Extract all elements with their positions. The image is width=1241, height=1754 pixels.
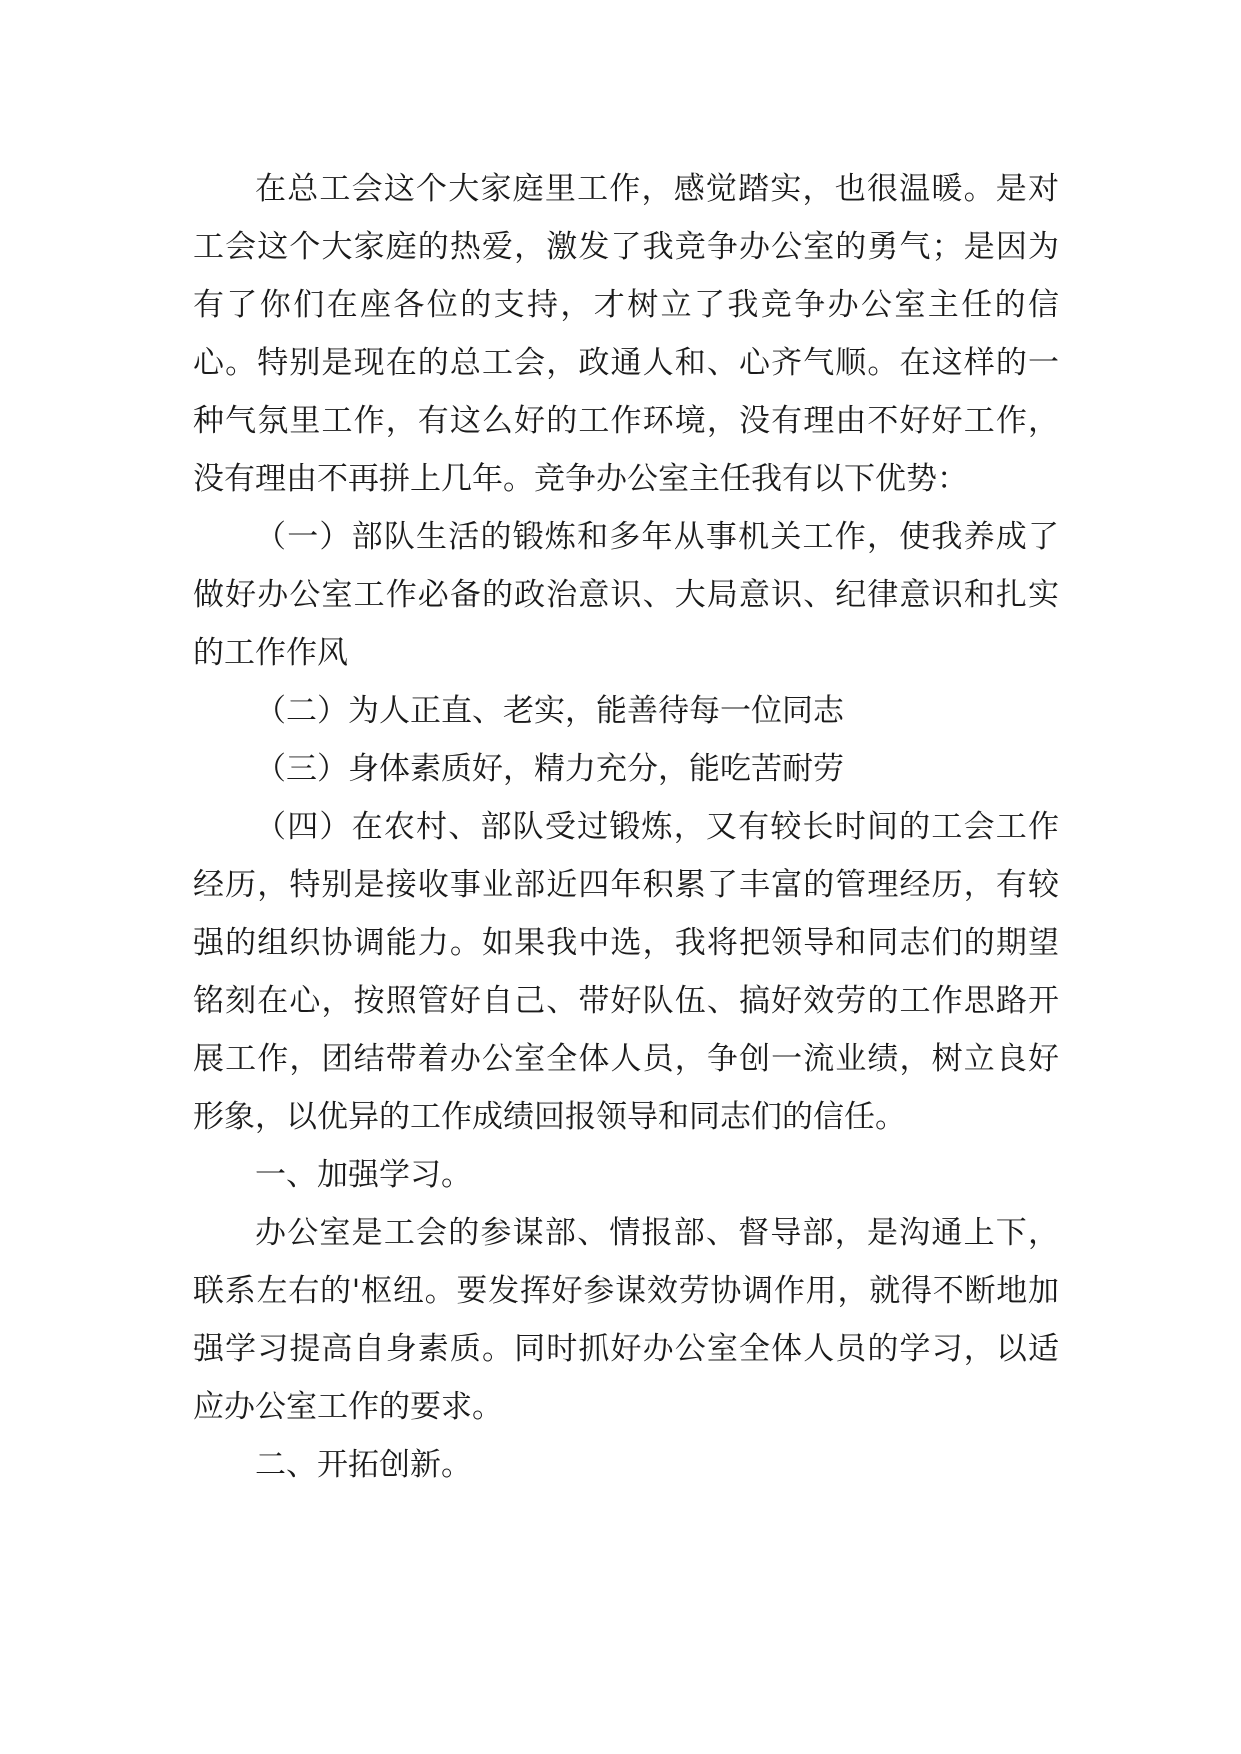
document-body <box>193 160 1059 1494</box>
section-heading-study: 一、加强学习。 <box>255 1157 472 1193</box>
paragraph-advantage-3: （三）身体素质好，精力充分，能吃苦耐劳 <box>255 751 844 787</box>
paragraph-advantage-4: （四）在农村、部队受过锻炼，又有较长时间的工会工作经历，特别是接收事业部近四年积累了丰富的管理经历，有较强的组织协调能力。如果我中选，我将把领导和同志们的期望铭刻在心，按照管好自己、带好队伍、搞好效劳的工作思路开展工作，团结带着办公室全体人员，争创一流业绩，树立良好形象，以优异的工作成绩回报领导和同志们的信任。 <box>193 809 1059 1135</box>
paragraph-intro: 在总工会这个大家庭里工作，感觉踏实，也很温暖。是对工会这个大家庭的热爱，激发了我竞争办公室的勇气；是因为有了你们在座各位的支持，才树立了我竞争办公室主任的信心。特别是现在的总工会，政通人和、心齐气顺。在这样的一种气氛里工作，有这么好的工作环境，没有理由不好好工作，没有理由不再拼上几年。竞争办公室主任我有以下优势： <box>193 171 1059 497</box>
paragraph-advantage-2: （二）为人正直、老实，能善待每一位同志 <box>255 693 844 729</box>
paragraph-advantage-1: （一）部队生活的锻炼和多年从事机关工作，使我养成了做好办公室工作必备的政治意识、大局意识、纪律意识和扎实的工作作风 <box>193 519 1059 671</box>
section-heading-innovation: 二、开拓创新。 <box>255 1447 472 1483</box>
paragraph-study: 办公室是工会的参谋部、情报部、督导部，是沟通上下，联系左右的'枢纽。要发挥好参谋效劳协调作用，就得不断地加强学习提高自身素质。同时抓好办公室全体人员的学习，以适应办公室工作的要求。 <box>193 1215 1059 1425</box>
